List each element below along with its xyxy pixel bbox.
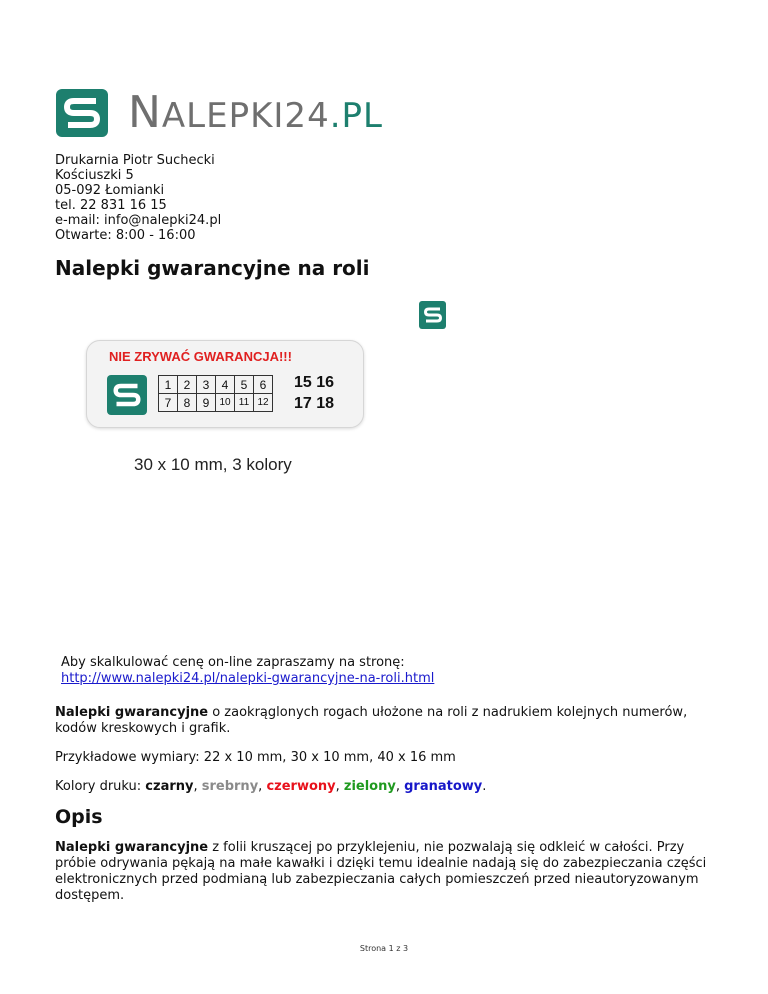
logo-first-letter: N [128, 87, 162, 138]
company-hours: Otwarte: 8:00 - 16:00 [55, 228, 196, 243]
colors-separator: , [258, 779, 267, 794]
color-red: czerwony [266, 779, 336, 794]
logo-tld: .PL [329, 96, 383, 136]
grid-cell: 9 [197, 394, 216, 412]
description-heading: Opis [55, 806, 103, 828]
colors-prefix: Kolory druku: [55, 779, 146, 794]
page-footer: Strona 1 z 3 [359, 944, 409, 953]
grid-cell: 8 [178, 394, 197, 412]
sizes-paragraph: Przykładowe wymiary: 22 x 10 mm, 30 x 10 mm, 40 x 16 mm [55, 750, 456, 765]
color-green: zielony [343, 779, 396, 794]
description-bold: Nalepki gwarancyjne [55, 840, 209, 855]
color-black: czarny [145, 779, 194, 794]
nalepki24-logo [56, 88, 383, 138]
calculator-note [61, 655, 434, 687]
big-numbers-row2: 17 18 [294, 395, 335, 412]
intro-text: o zaokrąglonych rogach ułożone na roli z nadrukiem kolejnych numerów, kodów kreskowych i grafik. [55, 705, 688, 736]
company-phone: tel. 22 831 16 15 [55, 198, 167, 213]
colors-paragraph [55, 779, 715, 795]
grid-cell: 10 [216, 394, 235, 412]
grid-cell: 11 [235, 394, 254, 412]
label-big-numbers [294, 372, 334, 414]
logo-wordmark [128, 87, 383, 138]
label-s-logo-icon [107, 375, 147, 415]
intro-bold: Nalepki gwarancyjne [55, 705, 209, 720]
product-label-image [86, 340, 364, 428]
company-city: 05-092 Łomianki [55, 183, 165, 198]
grid-cell: 4 [216, 376, 235, 394]
grid-cell: 7 [159, 394, 178, 412]
colors-suffix: . [482, 779, 487, 794]
logo-name: ALEPKI24 [161, 96, 330, 136]
grid-cell: 12 [254, 394, 273, 412]
colors-separator: , [395, 779, 405, 794]
description-paragraph [55, 840, 715, 904]
grid-cell: 1 [159, 376, 178, 394]
colors-separator: , [335, 779, 344, 794]
colors-separator: , [193, 779, 202, 794]
color-silver: srebrny [201, 779, 259, 794]
grid-cell: 5 [235, 376, 254, 394]
logo-s-mark-icon [56, 89, 108, 137]
grid-cell: 3 [197, 376, 216, 394]
intro-paragraph [55, 705, 715, 737]
label-number-grid [158, 375, 273, 412]
description-text: z folii kruszącej po przyklejeniu, nie pozwalają się odkleić w całości. Przy próbie odrywania pękają na małe kawałki i dzięki temu idealnie nadają się do zabezpieczania części elektronicznych przed podmianą lub zabezpieczania całych pomieszczeń przed nieautoryzowanym dostępem. [55, 840, 707, 903]
company-street: Kościuszki 5 [55, 168, 134, 183]
grid-cell: 2 [178, 376, 197, 394]
calculator-text: Aby skalkulować cenę on-line zapraszamy na stronę: [61, 655, 405, 670]
label-size-caption: 30 x 10 mm, 3 kolory [134, 455, 292, 474]
big-numbers-row1: 15 16 [294, 374, 335, 391]
label-warning-text: NIE ZRYWAĆ GWARANCJA!!! [109, 349, 292, 364]
color-navy: granatowy [404, 779, 483, 794]
small-s-logo-icon [419, 301, 446, 329]
company-name: Drukarnia Piotr Suchecki [55, 153, 215, 168]
calculator-link[interactable]: http://www.nalepki24.pl/nalepki-gwarancyjne-na-roli.html [61, 671, 435, 686]
company-email: e-mail: info@nalepki24.pl [55, 213, 222, 228]
grid-cell: 6 [254, 376, 273, 394]
page-title: Nalepki gwarancyjne na roli [55, 256, 370, 280]
company-address [55, 153, 221, 243]
